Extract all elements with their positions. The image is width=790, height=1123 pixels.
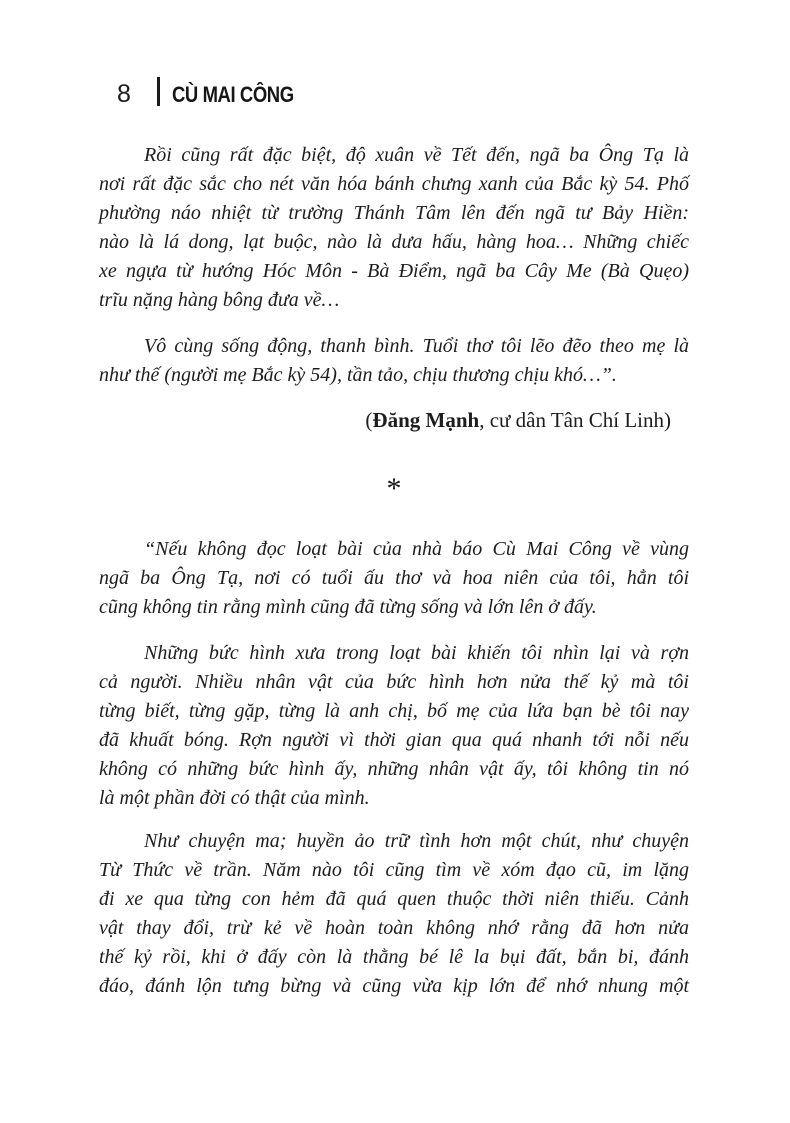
text-line: trĩu nặng hàng bông đưa về… — [99, 289, 340, 311]
text-line: phường náo nhiệt từ trường Thánh Tâm lên đến ngã tư Bảy Hiền: — [99, 202, 689, 224]
text-line: “Nếu không đọc loạt bài của nhà báo Cù Mai Công về vùng — [144, 538, 689, 560]
text-line: đáo, đánh lộn tưng bừng và cũng vừa kịp lớn để nhớ nhung một — [99, 975, 689, 997]
quote-paragraph-4 — [99, 639, 689, 813]
text-line: không có những bức hình ấy, những nhân vật ấy, tôi không tin nó — [99, 758, 689, 780]
quote-paragraph-3 — [99, 535, 689, 622]
text-line: vật thay đổi, trừ kẻ về hoàn toàn không nhớ rằng đã hơn nửa — [99, 917, 689, 939]
text-line: Vô cùng sống động, thanh bình. Tuổi thơ tôi lẽo đẽo theo mẹ là — [144, 335, 689, 357]
text-line: ngã ba Ông Tạ, nơi có tuổi ấu thơ và hoa niên của tôi, hẳn tôi — [99, 567, 689, 589]
header-divider-rule — [157, 77, 160, 106]
text-line: Như chuyện ma; huyền ảo trữ tình hơn một chút, như chuyện — [144, 830, 689, 852]
attribution-author: Đăng Mạnh — [372, 408, 480, 432]
quote-paragraph-2 — [99, 332, 689, 390]
text-line: cả người. Nhiều nhân vật của bức hình hơn nửa thế kỷ mà tôi — [99, 671, 689, 693]
page-number: 8 — [117, 80, 131, 108]
text-line: Từ Thức về trần. Năm nào tôi cũng tìm về xóm đạo cũ, im lặng — [99, 859, 689, 881]
attribution-suffix: , cư dân Tân Chí Linh) — [479, 408, 671, 432]
text-line: nơi rất đặc sắc cho nét văn hóa bánh chưng xanh của Bắc kỳ 54. Phố — [99, 173, 689, 195]
text-line: thế kỷ rồi, khi ở đấy còn là thằng bé lê la bụi đất, bắn bi, đánh — [99, 946, 689, 968]
text-line: xe ngựa từ hướng Hóc Môn - Bà Điểm, ngã ba Cây Me (Bà Quẹo) — [99, 260, 689, 282]
text-line: từng biết, từng gặp, từng là anh chị, bố mẹ của lứa bạn bè tôi nay — [99, 700, 689, 722]
text-line: cũng không tin rằng mình cũng đã từng sống và lớn lên ở đấy. — [99, 596, 597, 618]
text-line: đi xe qua từng con hẻm đã quá quen thuộc thời niên thiếu. Cảnh — [99, 888, 689, 910]
attribution-line — [99, 406, 689, 435]
attribution-prefix: ( — [365, 408, 373, 432]
text-line: Rồi cũng rất đặc biệt, độ xuân về Tết đến, ngã ba Ông Tạ là — [144, 144, 689, 166]
text-line: đã khuất bóng. Rợn người vì thời gian qua quá nhanh tới nỗi nếu — [99, 729, 689, 751]
text-line: là một phần đời có thật của mình. — [99, 787, 370, 809]
page-header — [0, 0, 790, 120]
text-line: nào là lá dong, lạt buộc, nào là dưa hấu, hàng hoa… Những chiếc — [99, 231, 689, 253]
quote-paragraph-5 — [99, 827, 689, 1001]
asterisk-section-break: * — [386, 472, 402, 505]
text-line: Những bức hình xưa trong loạt bài khiến tôi nhìn lại và rợn — [144, 642, 689, 664]
quote-paragraph-1 — [99, 141, 689, 315]
running-title: CÙ MAI CÔNG — [172, 82, 294, 107]
page-body — [99, 141, 689, 1001]
text-line: như thế (người mẹ Bắc kỳ 54), tần tảo, chịu thương chịu khó…”. — [99, 364, 617, 386]
